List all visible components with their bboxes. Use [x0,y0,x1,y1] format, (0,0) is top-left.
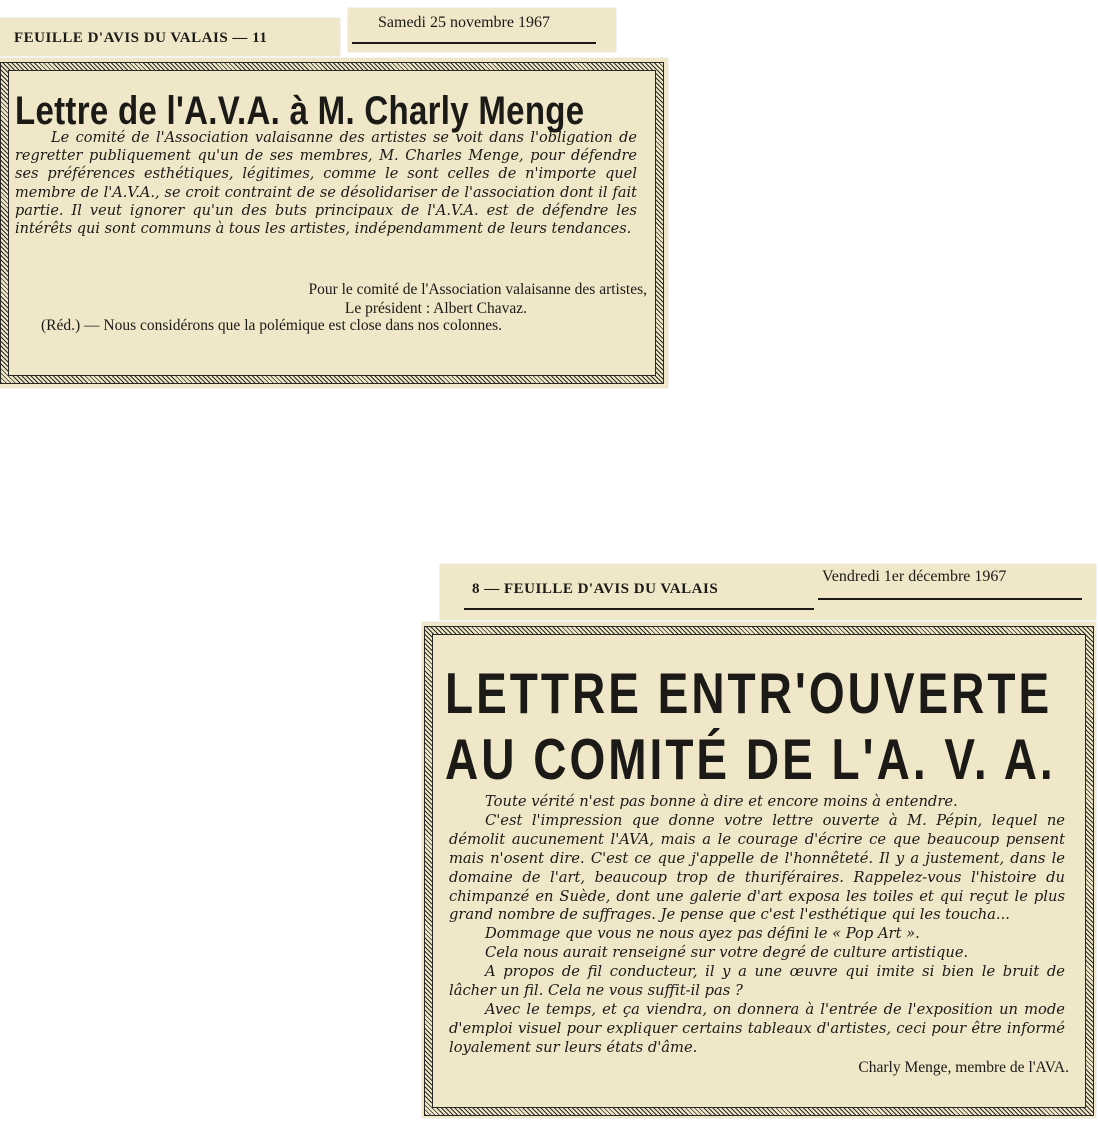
article-content-2 [432,634,1086,1108]
date-rule-1 [352,42,596,44]
masthead-rule-2 [464,608,814,610]
date-strip-1 [348,8,616,52]
article-clipping-1 [0,58,668,388]
article-paragraph: A propos de fil conducteur, il y a une œuvre qui imite si bien le bruit de lâcher un fil. Cela ne vous suffit-il pas ? [449,963,1065,1000]
article-headline-line-2: AU COMITÉ DE L'A. V. A. [445,726,1056,792]
article-paragraph: Le comité de l'Association valaisanne des artistes se voit dans l'obligation de regretter publiquement qu'un de ses membres, M. Charles Menge, pour défendre ses préférences esthétiques, légitimes, comme le sont celles de n'importe quel membre de l'A.V.A., se croit contraint de se désolidariser de l'association dont il fait partie. Il veut ignorer qu'un des buts principaux de l'A.V.A. est de défendre les intérêts qui sont communs à tous les artistes, indépendamment de leurs tendances. [15,130,637,238]
article-body-2 [449,793,1065,1058]
editor-note: (Réd.) — Nous considérons que la polémique est close dans nos colonnes. [41,317,503,334]
signature-line: Le président : Albert Chavaz. [344,299,527,317]
date-rule-2 [818,598,1082,600]
article-paragraph: Avec le temps, et ça viendra, on donnera à l'entrée de l'exposition un mode d'emploi visuel pour expliquer certains tableaux d'artistes, ceci pour être informé loyalement sur leurs états d'âme. [449,1000,1065,1056]
newspaper-masthead-1: FEUILLE D'AVIS DU VALAIS — 11 [14,30,268,46]
article-frame-1 [0,62,664,384]
article-paragraph: C'est l'impression que donne votre lettre ouverte à M. Pépin, lequel ne démolit aucunement l'AVA, mais a le courage d'écrire ce que beaucoup pensent mais n'osent dire. C'est ce que j'appelle de l'honnêteté. Il y a justement, dans le domaine de l'art, beaucoup trop de thuriféraires. Rappelez-vous l'histoire du chimpanzé en Suède, dont une galerie d'art exposa les toiles et qui reçut le plus grand nombre de suffrages. Je pense que c'est l'esthétique qui les toucha... [449,811,1065,924]
article-signature-1 [308,281,647,318]
article-headline-line-1: LETTRE ENTR'OUVERTE [445,660,1053,726]
article-paragraph: Dommage que vous ne nous ayez pas défini le « Pop Art ». [485,925,920,943]
article-headline-1: Lettre de l'A.V.A. à M. Charly Menge [15,88,585,133]
publication-date-2: Vendredi 1er décembre 1967 [822,568,1007,585]
signature-line: Pour le comité de l'Association valaisanne des artistes, [308,281,647,298]
article-frame-2 [424,626,1094,1116]
publication-date-1: Samedi 25 novembre 1967 [378,14,550,31]
article-paragraph: Toute vérité n'est pas bonne à dire et encore moins à entendre. [485,793,958,810]
masthead-strip-2 [440,564,1096,620]
masthead-strip-1 [0,18,340,56]
article-paragraph: Cela nous aurait renseigné sur votre degré de culture artistique. [485,944,969,962]
article-clipping-2 [422,622,1096,1118]
article-content-1 [8,70,656,376]
article-signature-2: Charly Menge, membre de l'AVA. [858,1059,1069,1076]
newspaper-masthead-2: 8 — FEUILLE D'AVIS DU VALAIS [472,581,719,597]
article-body-1 [15,129,637,238]
